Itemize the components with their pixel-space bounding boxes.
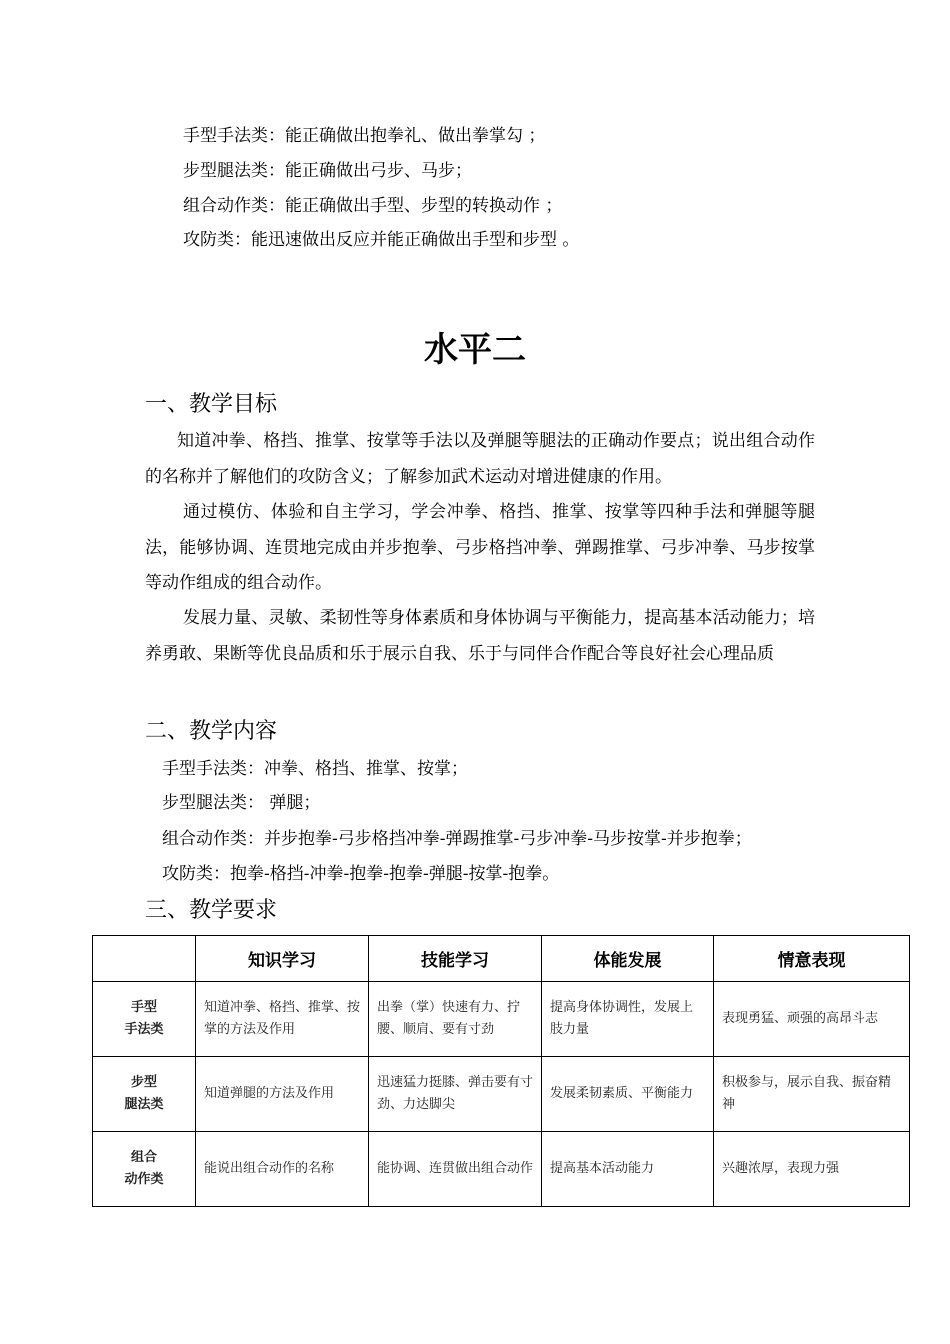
section-heading-requirements: 三、教学要求 (145, 898, 278, 923)
row-label-line: 动作类 (124, 1172, 164, 1187)
header-cell-skills: 技能学习 (369, 936, 542, 982)
table-row (93, 982, 910, 1057)
table-cell: 提高基本活动能力 (542, 1132, 714, 1207)
row-label-line: 组合 (130, 1150, 157, 1165)
content-line-hand-techniques: 手型手法类：冲拳、格挡、推掌、按掌； (162, 759, 468, 779)
intro-line-hand-techniques: 手型手法类：能正确做出抱拳礼、做出拳掌勾 ； (183, 126, 546, 146)
table-cell: 表现勇猛、顽强的高昂斗志 (714, 982, 910, 1057)
table-cell: 能协调、连贯做出组合动作 (369, 1132, 542, 1207)
row-label (93, 1132, 196, 1207)
header-cell-attitude: 情意表现 (714, 936, 910, 982)
content-line-stance-kicks: 步型腿法类： 弹腿； (162, 793, 321, 813)
table-header-row (93, 936, 910, 982)
row-label-line: 手法类 (124, 1022, 164, 1037)
level-title: 水平二 (424, 330, 526, 370)
table-cell: 发展柔韧素质、平衡能力 (542, 1057, 714, 1132)
table-cell: 出拳（掌）快速有力、拧腰、顺肩、要有寸劲 (369, 982, 542, 1057)
objective-paragraph-fitness: 发展力量、灵敏、柔韧性等身体素质和身体协调与平衡能力，提高基本活动能力；培养勇敢、果断等优良品质和乐于展示自我、乐于与同伴合作配合等良好社会心理品质 (145, 608, 815, 664)
requirements-table (92, 935, 910, 1207)
table-cell: 知道弹腿的方法及作用 (196, 1057, 369, 1132)
table-row (93, 1057, 910, 1132)
table-row (93, 1132, 910, 1207)
row-label (93, 982, 196, 1057)
table-cell: 提高身体协调性，发展上肢力量 (542, 982, 714, 1057)
table-cell: 迅速猛力挺膝、弹击要有寸劲、力达脚尖 (369, 1057, 542, 1132)
row-label-line: 腿法类 (124, 1097, 164, 1112)
row-label-line: 步型 (130, 1075, 157, 1090)
row-label-line: 手型 (130, 1000, 157, 1015)
header-cell-knowledge: 知识学习 (196, 936, 369, 982)
table-cell: 能说出组合动作的名称 (196, 1132, 369, 1207)
row-label (93, 1057, 196, 1132)
header-cell-fitness: 体能发展 (542, 936, 714, 982)
section-heading-objectives: 一、教学目标 (145, 392, 278, 417)
content-line-combinations: 组合动作类：并步抱拳-弓步格挡冲拳-弹踢推掌-弓步冲拳-马步按掌-并步抱拳； (162, 829, 752, 849)
table-cell: 积极参与，展示自我、振奋精神 (714, 1057, 910, 1132)
header-cell-empty (93, 936, 196, 982)
table-cell: 知道冲拳、格挡、推掌、按掌的方法及作用 (196, 982, 369, 1057)
objective-paragraph-knowledge: 知道冲拳、格挡、推掌、按掌等手法以及弹腿等腿法的正确动作要点；说出组合动作的名称并了解他们的攻防含义；了解参加武术运动对增进健康的作用。 (145, 431, 815, 487)
intro-line-attack-defense: 攻防类：能迅速做出反应并能正确做出手型和步型 。 (183, 230, 580, 250)
content-line-attack-defense: 攻防类：抱拳-格挡-冲拳-抱拳-抱拳-弹腿-按掌-抱拳。 (162, 864, 560, 884)
section-heading-content: 二、教学内容 (145, 719, 278, 744)
objective-paragraph-skills: 通过模仿、体验和自主学习，学会冲拳、格挡、推掌、按掌等四种手法和弹腿等腿法，能够协调、连贯地完成由并步抱拳、弓步格挡冲拳、弹踢推掌、弓步冲拳、马步按掌等动作组成的组合动作。 (145, 502, 815, 593)
intro-line-stance-kicks: 步型腿法类：能正确做出弓步、马步； (183, 161, 472, 181)
table-cell: 兴趣浓厚，表现力强 (714, 1132, 910, 1207)
intro-line-combinations: 组合动作类：能正确做出手型、步型的转换动作 ； (183, 196, 563, 216)
